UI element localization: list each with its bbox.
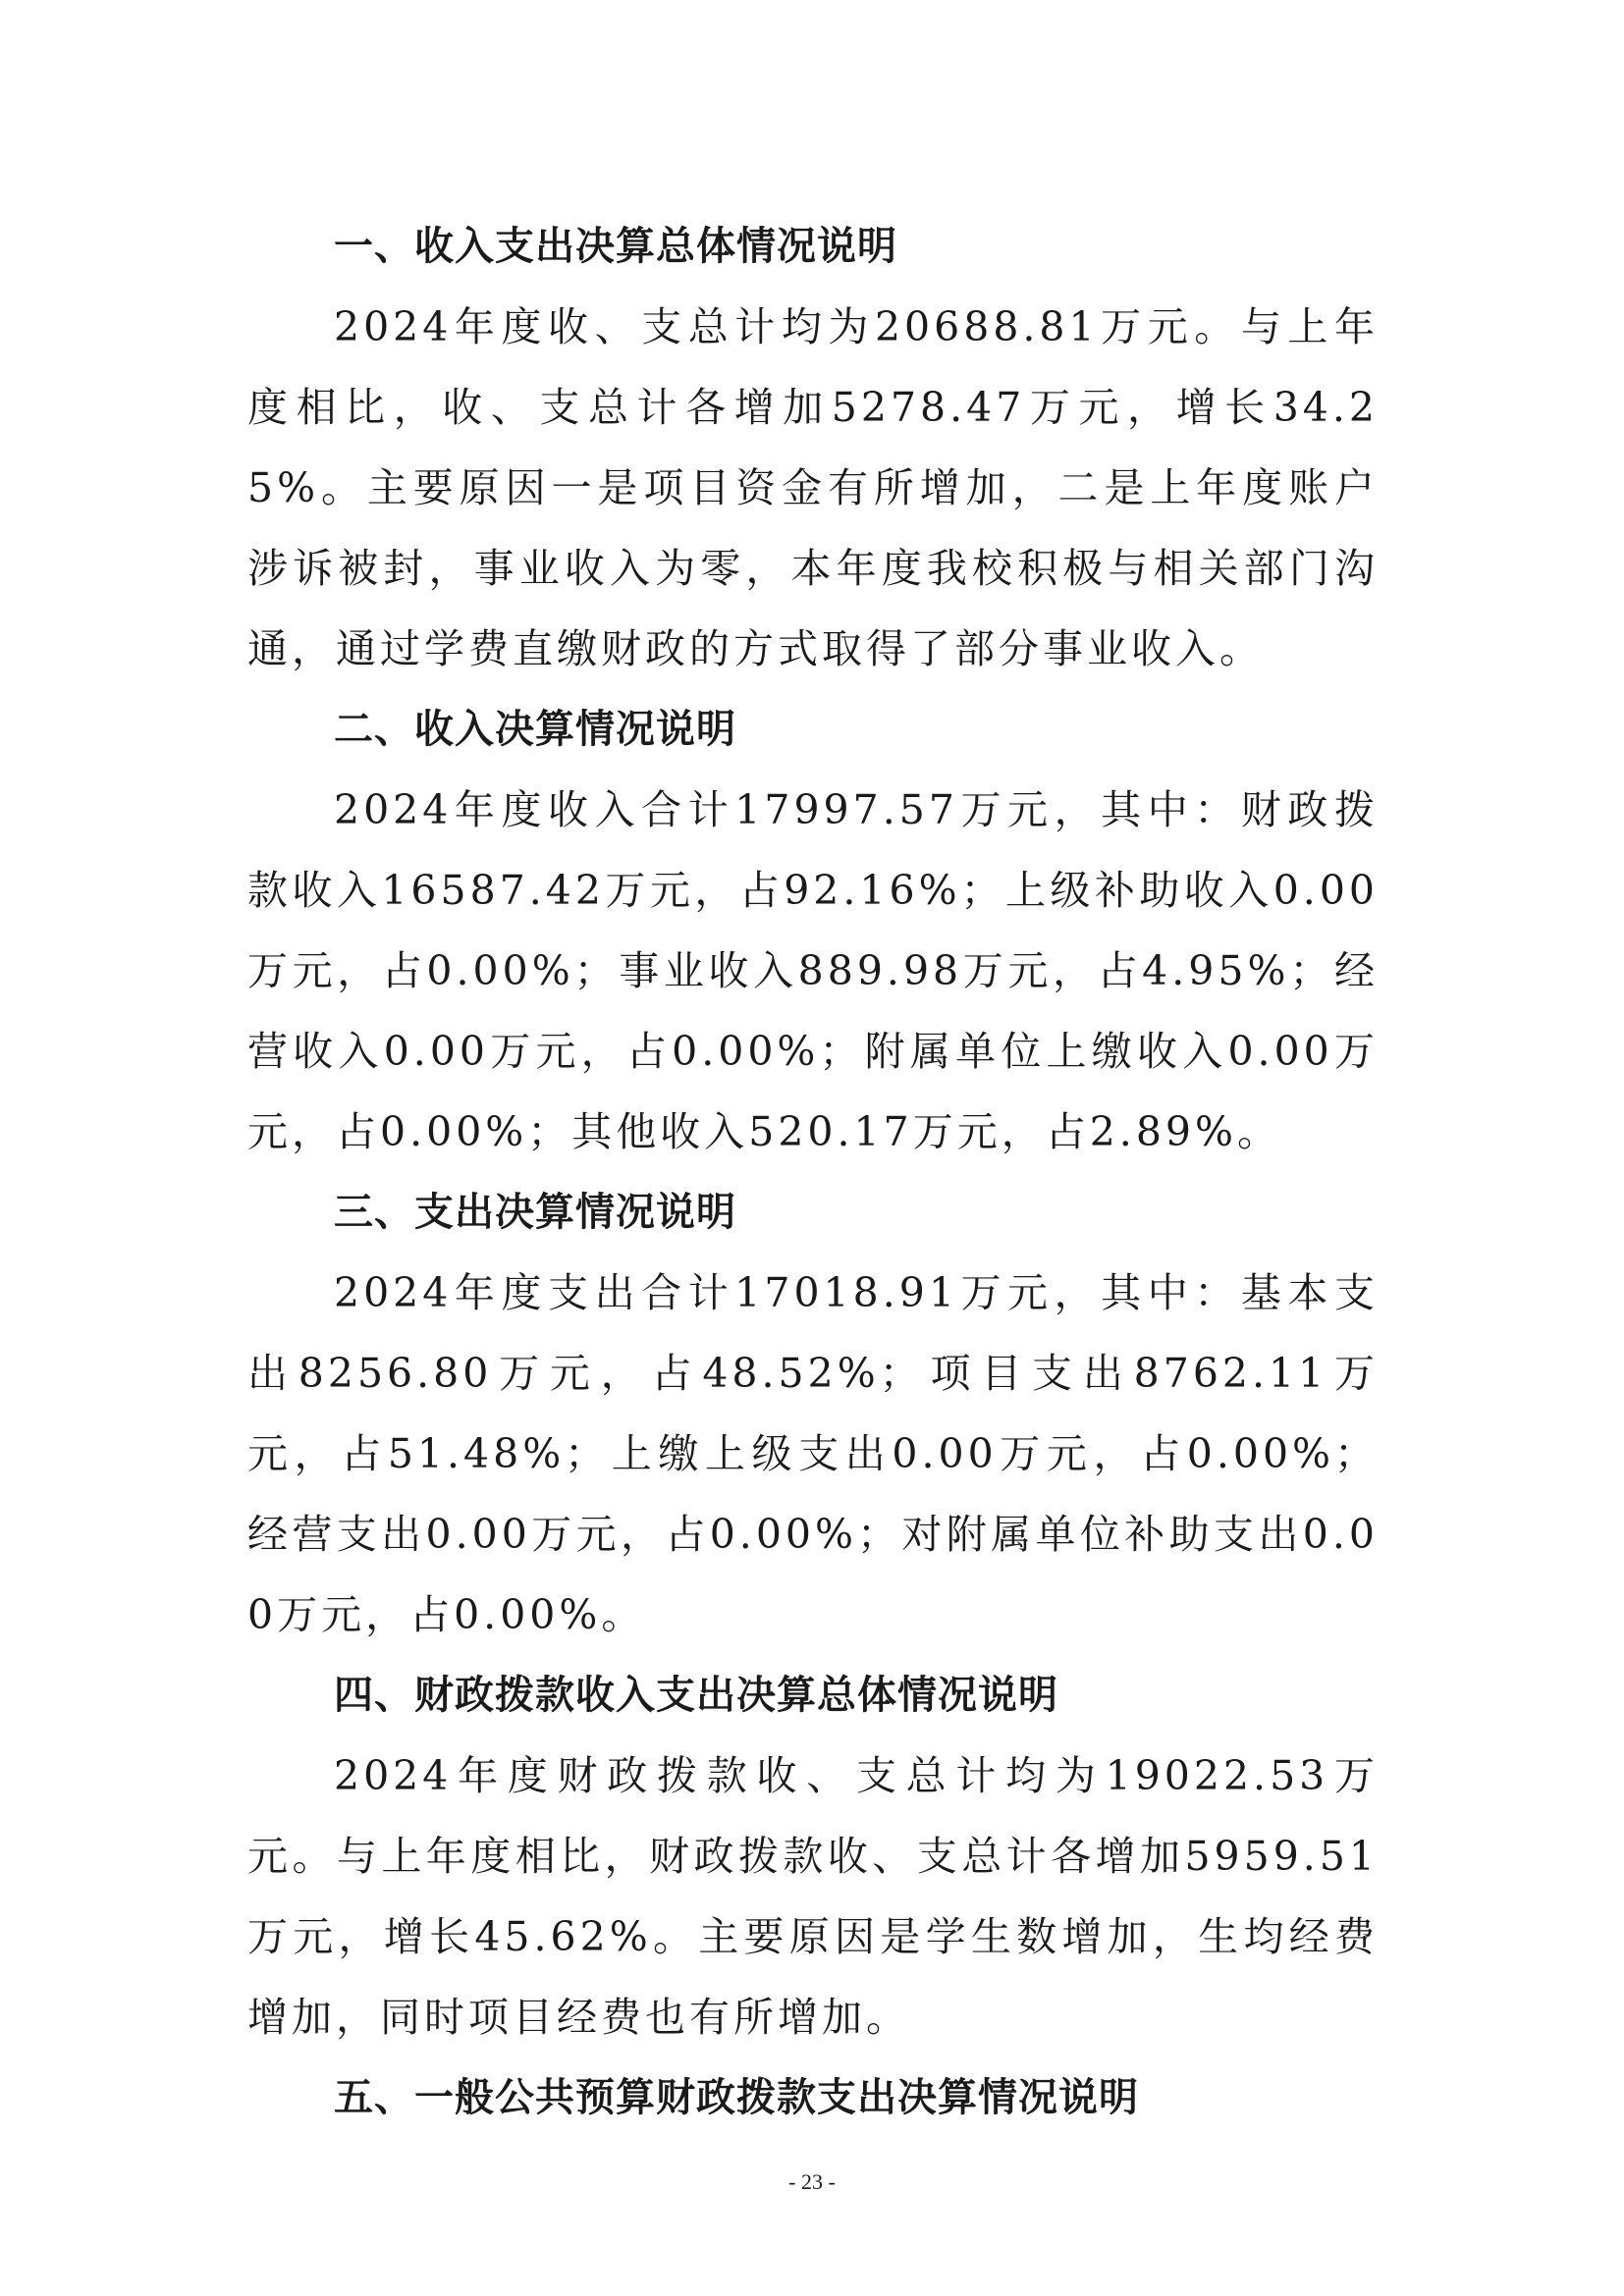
document-body xyxy=(247,206,1379,2138)
section-heading-4: 四、财政拨款收入支出决算总体情况说明 xyxy=(334,1673,1058,1718)
section-heading-1: 一、收入支出决算总体情况说明 xyxy=(334,224,897,269)
section-paragraph-1: 2024年度收、支总计均为20688.81万元。与上年度相比，收、支总计各增加5278.47万元，增长34.25%。主要原因一是项目资金有所增加，二是上年度账户涉诉被封，事业收入为零，本年度我校积极与相关部门沟通，通过学费直缴财政的方式取得了部分事业收入。 xyxy=(247,303,1379,672)
section-heading-2: 二、收入决算情况说明 xyxy=(334,707,736,752)
page-number: - 23 - xyxy=(788,2169,836,2194)
section-heading-5: 五、一般公共预算财政拨款支出决算情况说明 xyxy=(334,2075,1139,2120)
section-paragraph-4: 2024年度财政拨款收、支总计均为19022.53万元。与上年度相比，财政拨款收、支总计各增加5959.51万元，增长45.62%。主要原因是学生数增加，生均经费增加，同时项目经费也有所增加。 xyxy=(247,1752,1379,2041)
section-paragraph-2: 2024年度收入合计17997.57万元，其中：财政拨款收入16587.42万元，占92.16%；上级补助收入0.00万元，占0.00%；事业收入889.98万元，占4.95%；经营收入0.00万元，占0.00%；附属单位上缴收入0.00万元，占0.00%；其他收入520.17万元，占2.89%。 xyxy=(247,786,1379,1155)
section-paragraph-3: 2024年度支出合计17018.91万元，其中：基本支出8256.80万元，占48.52%；项目支出8762.11万元，占51.48%；上缴上级支出0.00万元，占0.00%；经营支出0.00万元，占0.00%；对附属单位补助支出0.00万元，占0.00%。 xyxy=(247,1269,1379,1638)
section-heading-3: 三、支出决算情况说明 xyxy=(334,1190,736,1235)
